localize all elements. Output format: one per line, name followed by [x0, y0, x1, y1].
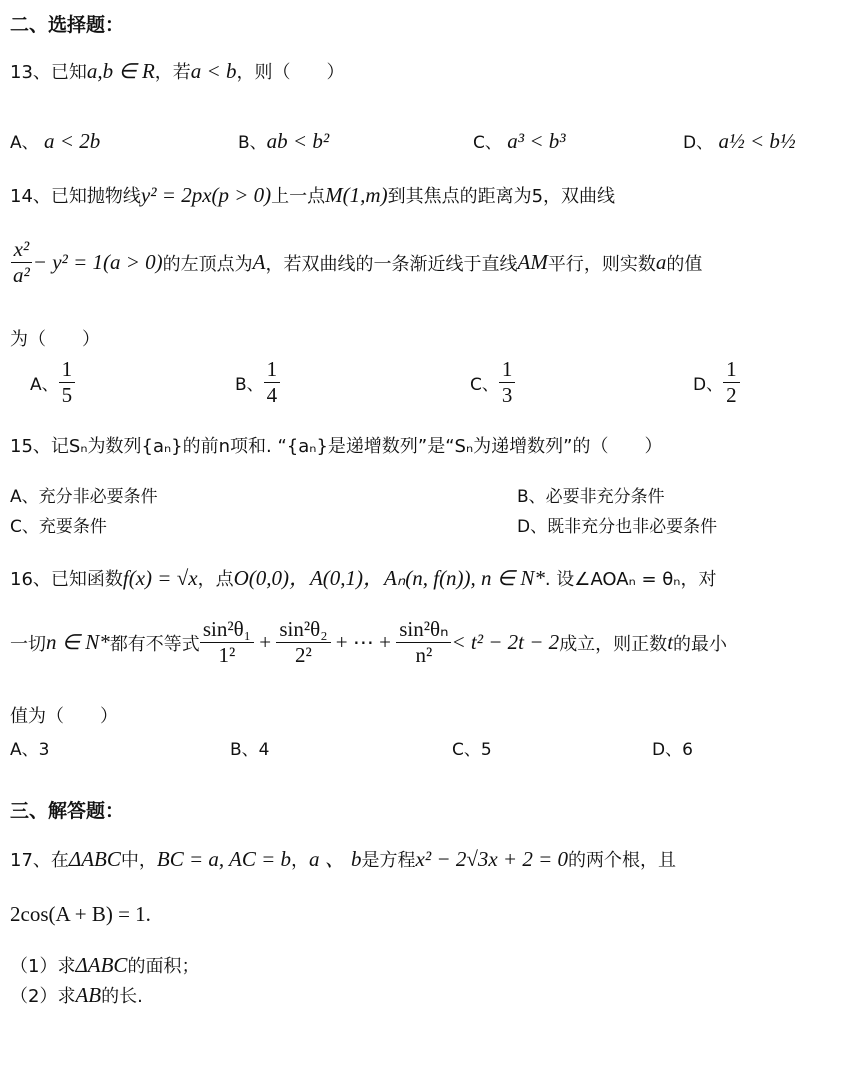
q14-point: M(1,m): [325, 183, 388, 207]
section-choice-heading: 二、选择题：: [10, 14, 125, 36]
q15-option-a: A、充分非必要条件: [10, 487, 158, 507]
q15-option-d: D、既非充分也非必要条件: [517, 517, 718, 537]
question-16-line1: 16、已知函数f(x) = √x，点O(0,0)，A(0,1)，Aₙ(n, f(n)), n ∈ N*. 设∠AOAₙ = θₙ，对: [10, 566, 717, 590]
q16-option-b: B、4: [230, 740, 270, 760]
q14-option-b: B、 $\frac{1}{4}$: [235, 358, 280, 407]
q16-option-c: C、5: [452, 740, 492, 760]
q13-option-a: A、 a < 2b: [10, 129, 101, 153]
q14-option-c: C、 $\frac{1}{3}$: [470, 358, 515, 407]
q14-option-d: D、 $\frac{1}{2}$: [693, 358, 740, 407]
q17-equation: x² − 2√3x + 2 = 0: [415, 847, 569, 871]
q16-option-a: A、3: [10, 740, 50, 760]
q16-term-n: $\frac{\text{sin²θₙ}}{\text{n²}}$: [396, 618, 451, 667]
q13-option-d: D、 a½ < b½: [683, 129, 796, 153]
question-16-line3: 值为（ ）: [10, 706, 118, 727]
question-14-line3: 为（ ）: [10, 329, 100, 350]
q13-mid: ，若: [154, 62, 191, 83]
question-14-line2: $\frac{\text{x²}}{\text{a²}}$ − y² = 1(a > 0) 的左顶点为 A ，若双曲线的一条渐近线于直线 AM 平行，则实数 a 的值: [10, 238, 702, 287]
q16-func: f(x) = √x: [122, 566, 198, 590]
q14-option-a: A、 $\frac{1}{5}$: [30, 358, 75, 407]
q15-option-b: B、必要非充分条件: [517, 487, 665, 507]
q14-parabola: y² = 2px(p > 0): [140, 183, 272, 207]
q13-cond: a,b ∈ R: [86, 59, 155, 83]
question-16-line2: 一切 n ∈ N* 都有不等式 $\frac{\text{sin²θ₁}}{\text{1²}}$ + $\frac{\text{sin²θ₂}}{\text{2²}}$ + ⋯ + $\frac{\text{sin²θₙ}}{\text{n²}}$ < t² − 2t − 2 成立，则正数 t 的最小: [10, 617, 728, 668]
q13-rel: a < b: [190, 59, 237, 83]
q14-hyperbola-fraction: $\frac{\text{x²}}{\text{a²}}$: [10, 238, 33, 287]
q16-term-2: $\frac{\text{sin²θ₂}}{\text{2²}}$: [276, 618, 330, 667]
q13-end: ，则（ ）: [236, 62, 345, 83]
q15-option-c: C、充要条件: [10, 517, 107, 537]
q16-option-d: D、6: [652, 740, 693, 760]
question-13: [10, 58, 344, 84]
q16-points: O(0,0)，A(0,1)，Aₙ(n, f(n)), n ∈ N*: [233, 566, 545, 590]
q16-term-1: $\frac{\text{sin²θ₁}}{\text{1²}}$: [200, 618, 254, 667]
section-answer-heading: 三、解答题：: [10, 800, 125, 822]
q13-option-b: B、ab < b²: [238, 129, 330, 153]
q13-prefix: 13、已知: [10, 62, 87, 83]
q13-option-c: C、 a³ < b³: [473, 129, 566, 153]
question-17-line1: 17、在ΔABC中，BC = a, AC = b，a 、 b是方程x² − 2√3x + 2 = 0的两个根，且: [10, 847, 677, 871]
question-17-sub1: （1）求ΔABC的面积；: [10, 953, 200, 977]
question-17-line2: 2cos(A + B) = 1.: [10, 902, 151, 926]
question-14-line1: 14、已知抛物线y² = 2px(p > 0)上一点M(1,m)到其焦点的距离为5，双曲线: [10, 183, 616, 207]
question-15: 15、记Sₙ为数列{aₙ}的前n项和. “{aₙ}是递增数列”是“Sₙ为递增数列”的（ ）: [10, 436, 663, 457]
question-17-sub2: （2）求AB的长.: [10, 983, 143, 1007]
